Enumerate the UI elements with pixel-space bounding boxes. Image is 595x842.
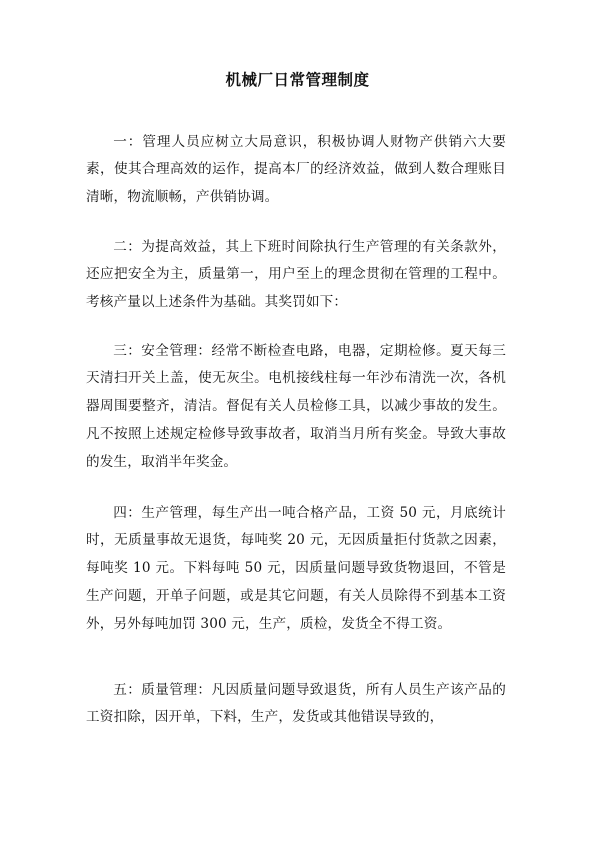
paragraph-3: 三：安全管理：经常不断检查电路，电器，定期检修。夏天每三天清扫开关上盖，使无灰尘。电机接线柱每一年沙布清洗一次，各机器周围要整齐，清洁。督促有关人员检修工具，以减少事故的发生。凡不按照上述规定检修导致事故者，取消当月所有奖金。导致大事故的发生，取消半年奖金。: [86, 342, 506, 470]
paragraph-1: 一：管理人员应树立大局意识，积极协调人财物产供销六大要素，使其合理高效的运作，提高本厂的经济效益，做到人数合理账目清晰，物流顺畅，产供销协调。: [86, 133, 506, 206]
document-title: 机械厂日常管理制度: [225, 70, 370, 89]
paragraph-5: 五：质量管理：凡因质量问题导致退货，所有人员生产该产品的工资扣除，因开单，下料，生产，发货或其他错误导致的，: [86, 681, 506, 726]
paragraph-4: 四：生产管理，每生产出一吨合格产品，工资 50 元，月底统计时，无质量事故无退货，每吨奖 20 元，无因质量拒付货款之因素，每吨奖 10 元。下料每吨 50 元，因质量问题导致货物退回，不管是生产问题，开单子问题，或是其它问题，有关人员除得不到基本工资外，另外每吨加罚 300 元，生产，质检，发货全不得工资。: [86, 504, 506, 632]
paragraph-2: 二：为提高效益，其上下班时间除执行生产管理的有关条款外，还应把安全为主，质量第一，用户至上的理念贯彻在管理的工程中。考核产量以上述条件为基础。其奖罚如下：: [86, 238, 506, 311]
